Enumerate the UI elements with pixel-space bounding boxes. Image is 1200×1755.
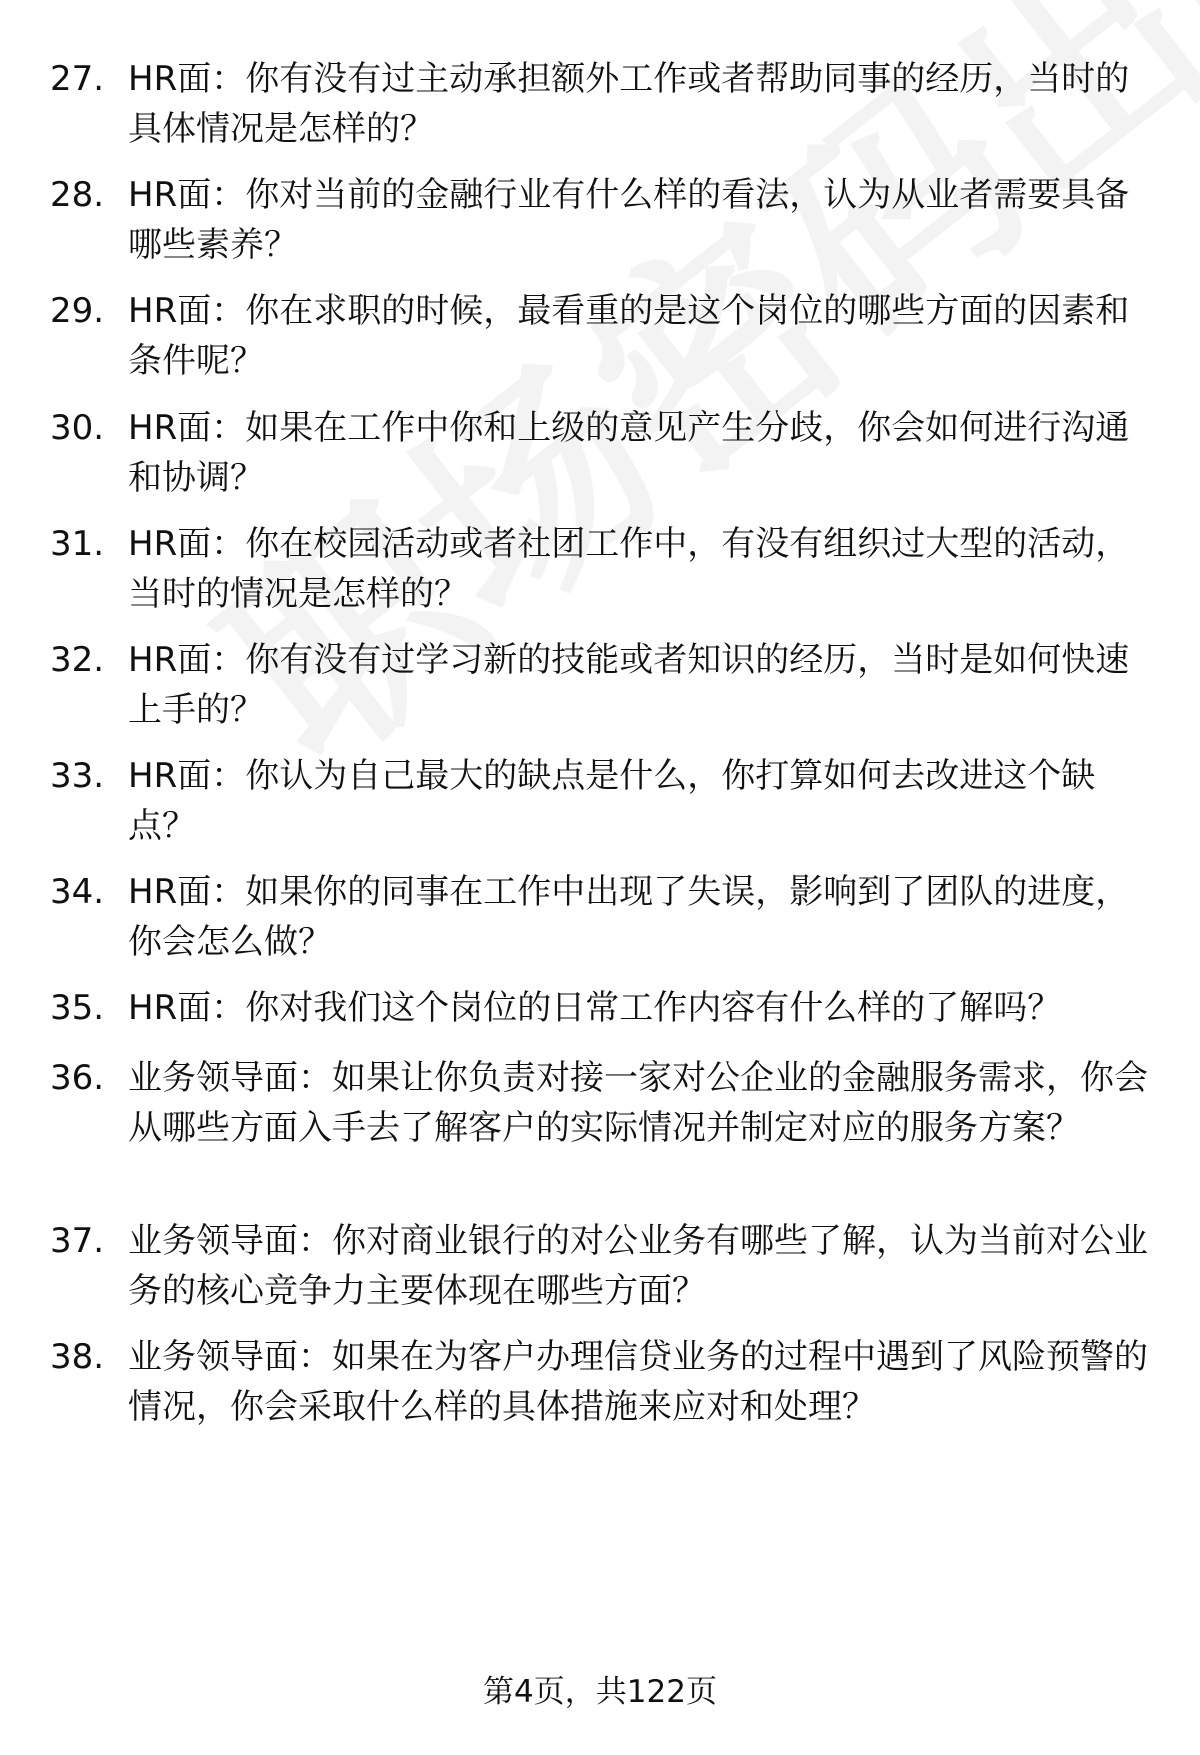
question-text: HR面：你有没有过主动承担额外工作或者帮助同事的经历，当时的具体情况是怎样的？ — [128, 59, 1130, 149]
question-number: 35. — [50, 988, 105, 1028]
question-number: 31. — [50, 524, 105, 564]
question-text: HR面：你对当前的金融行业有什么样的看法，认为从业者需要具备哪些素养？ — [128, 175, 1130, 265]
question-text: HR面：你有没有过学习新的技能或者知识的经历，当时是如何快速上手的？ — [128, 640, 1130, 730]
question-text: HR面：你在校园活动或者社团工作中，有没有组织过大型的活动，当时的情况是怎样的？ — [128, 524, 1130, 614]
question-number: 38. — [50, 1337, 105, 1377]
question-text: HR面：你认为自己最大的缺点是什么，你打算如何去改进这个缺点？ — [128, 756, 1096, 846]
question-text: HR面：你在求职的时候，最看重的是这个岗位的哪些方面的因素和条件呢？ — [128, 291, 1130, 381]
question-text: 业务领导面：如果在为客户办理信贷业务的过程中遇到了风险预警的情况，你会采取什么样的具体措施来应对和处理？ — [128, 1337, 1148, 1427]
question-number: 36. — [50, 1058, 105, 1098]
question-number: 33. — [50, 756, 105, 796]
question-text: 业务领导面：你对商业银行的对公业务有哪些了解，认为当前对公业务的核心竞争力主要体现在哪些方面？ — [128, 1221, 1148, 1311]
question-number: 28. — [50, 175, 105, 215]
question-number: 30. — [50, 408, 105, 448]
question-number: 34. — [50, 872, 105, 912]
page-number: 第4页，共122页 — [483, 1674, 717, 1710]
question-number: 32. — [50, 640, 105, 680]
question-number: 37. — [50, 1221, 105, 1261]
question-number: 29. — [50, 291, 105, 331]
question-text: HR面：你对我们这个岗位的日常工作内容有什么样的了解吗？ — [128, 988, 1062, 1028]
question-text: 业务领导面：如果让你负责对接一家对公企业的金融服务需求，你会从哪些方面入手去了解客户的实际情况并制定对应的服务方案？ — [128, 1058, 1148, 1148]
question-text: HR面：如果在工作中你和上级的意见产生分歧，你会如何进行沟通和协调？ — [128, 408, 1130, 498]
question-text: HR面：如果你的同事在工作中出现了失误，影响到了团队的进度，你会怎么做？ — [128, 872, 1130, 962]
question-number: 27. — [50, 59, 105, 99]
